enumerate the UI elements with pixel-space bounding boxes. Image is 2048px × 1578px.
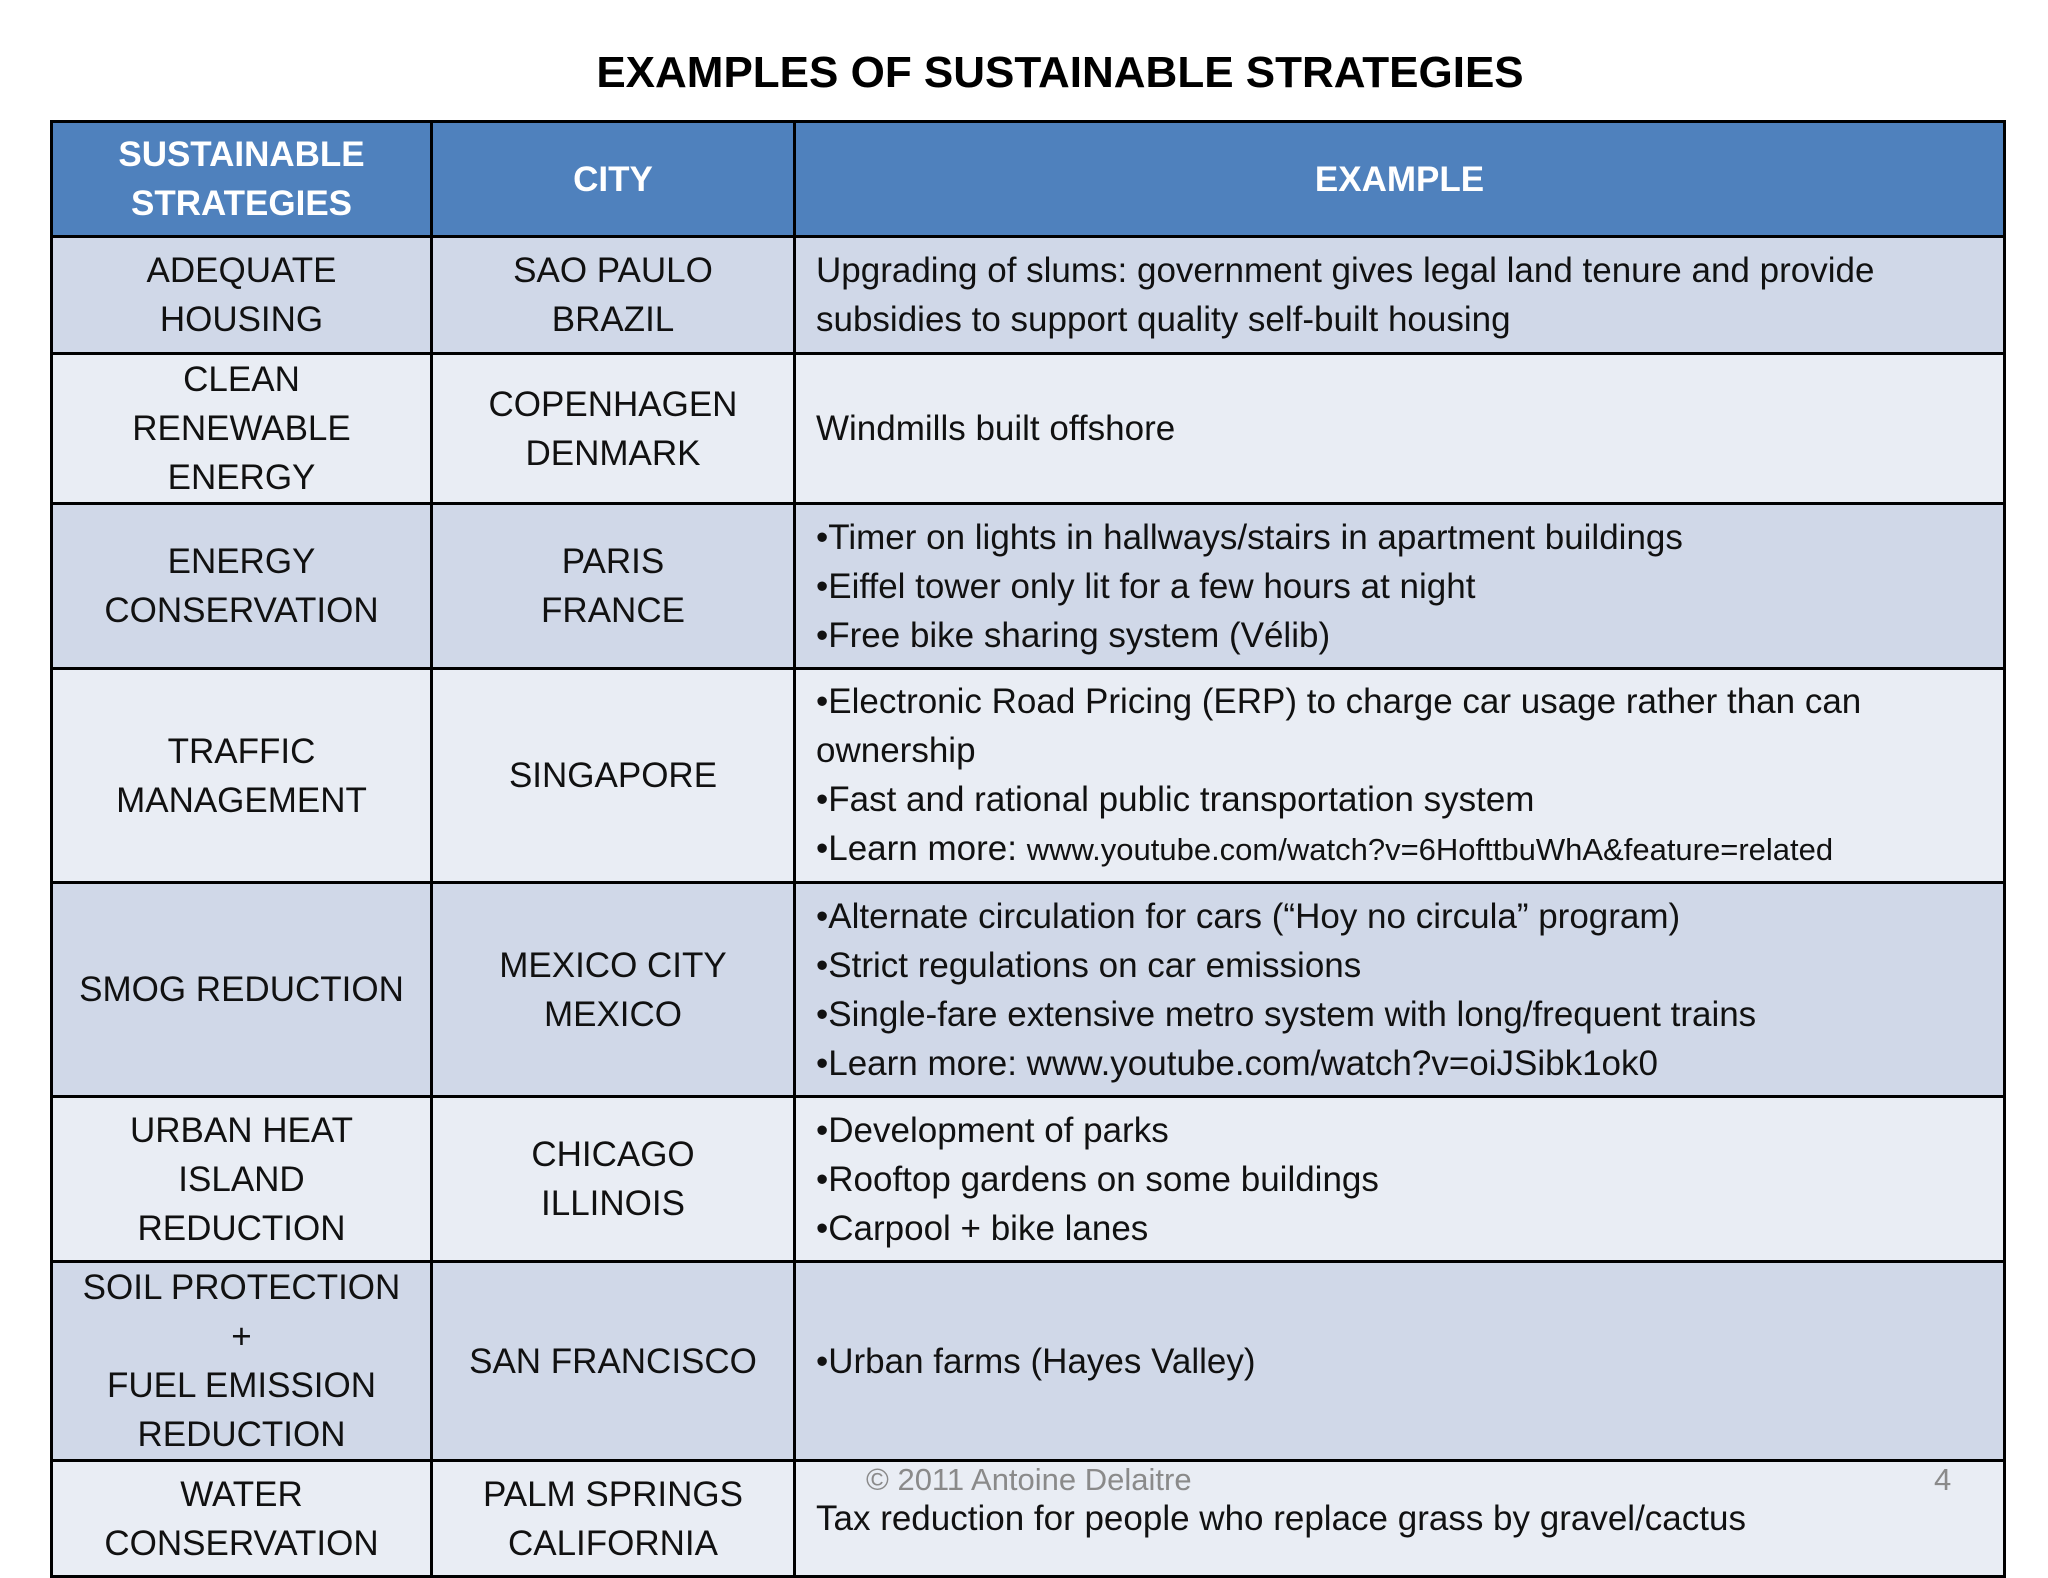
city-text: ILLINOIS (541, 1184, 685, 1223)
city-text: BRAZIL (551, 300, 675, 339)
strategy-text: TRAFFIC (167, 731, 316, 771)
strategy-text: CONSERVATION (104, 1523, 379, 1563)
strategy-text: WATER (180, 1474, 303, 1514)
example-bullet: •Rooftop gardens on some buildings (816, 1159, 1379, 1199)
example-bullet: •Urban farms (Hayes Valley) (816, 1341, 1256, 1381)
strategy-text: HOUSING (159, 300, 324, 339)
strategy-cell (52, 669, 432, 883)
example-bullet: •Free bike sharing system (Vélib) (816, 615, 1331, 655)
strategy-cell (52, 237, 432, 354)
city-cell (432, 237, 795, 354)
city-text: PARIS (561, 542, 665, 581)
city-text: MEXICO CITY (499, 945, 727, 985)
strategy-text: URBAN HEAT (130, 1110, 353, 1150)
slide-title: EXAMPLES OF SUSTAINABLE STRATEGIES (596, 48, 1524, 97)
header-example: EXAMPLE (795, 122, 2005, 237)
example-text: Upgrading of slums: government gives legal land tenure and provide (816, 251, 1875, 290)
page-number: 4 (1934, 1462, 1952, 1497)
example-cell (795, 504, 2005, 669)
strategy-text: CONSERVATION (104, 591, 379, 630)
strategy-text: MANAGEMENT (116, 780, 367, 820)
city-cell (432, 504, 795, 669)
city-cell (432, 1097, 795, 1262)
table-row (52, 237, 2005, 354)
table-row (52, 669, 2005, 883)
example-cell (795, 1097, 2005, 1262)
example-bullet: •Single-fare extensive metro system with long/frequent trains (816, 994, 1757, 1034)
example-bullet: •Alternate circulation for cars (“Hoy no circula” program) (816, 896, 1681, 936)
strategy-text: ENERGY (167, 458, 316, 497)
example-text: Windmills built offshore (816, 409, 1176, 448)
example-cell (795, 883, 2005, 1097)
strategy-text: ADEQUATE (146, 251, 337, 290)
strategy-text: ISLAND REDUCTION (137, 1159, 346, 1248)
header-city: CITY (432, 122, 795, 237)
city-text: SAO PAULO (513, 251, 713, 290)
header-strategies-line: SUSTAINABLE (118, 135, 365, 174)
strategy-text: SMOG REDUCTION (79, 970, 404, 1009)
learn-more-label: •Learn more: (816, 829, 1027, 868)
city-text: CALIFORNIA (507, 1523, 719, 1563)
city-cell (432, 883, 795, 1097)
example-bullet: •Strict regulations on car emissions (816, 945, 1362, 985)
strategy-text: REDUCTION (137, 1415, 346, 1454)
city-cell (432, 354, 795, 504)
example-bullet: •Learn more: www.youtube.com/watch?v=oiJSibk1ok0 (816, 1043, 1658, 1083)
strategy-cell (52, 354, 432, 504)
strategies-table (50, 120, 2006, 1578)
example-text: Tax reduction for people who replace grass by gravel/cactus (816, 1499, 1746, 1538)
table-row (52, 504, 2005, 669)
learn-more-link[interactable]: www.youtube.com/watch?v=6HofttbuWhA&feature=related (1026, 832, 1834, 867)
city-cell (432, 1262, 795, 1461)
city-text: MEXICO (543, 994, 683, 1034)
table-row (52, 1262, 2005, 1461)
example-bullet: •Development of parks (816, 1110, 1169, 1150)
city-text: SAN FRANCISCO (469, 1341, 757, 1381)
example-bullet: •Electronic Road Pricing (ERP) to charge car usage rather than can (816, 682, 1862, 721)
header-strategies-line: STRATEGIES (130, 184, 353, 223)
table-row (52, 354, 2005, 504)
example-cell (795, 669, 2005, 883)
example-cell (795, 1262, 2005, 1461)
city-text: DENMARK (525, 433, 701, 473)
strategy-text: CLEAN RENEWABLE (132, 360, 351, 448)
table-row (52, 883, 2005, 1097)
table-row (52, 1097, 2005, 1262)
city-text: SINGAPORE (508, 756, 718, 795)
example-bullet: •Carpool + bike lanes (816, 1208, 1149, 1248)
example-bullet: •Fast and rational public transportation system (816, 780, 1535, 819)
example-text: subsidies to support quality self-built housing (816, 300, 1511, 339)
header-strategies (52, 122, 432, 237)
example-cell (795, 237, 2005, 354)
example-bullet: •Eiffel tower only lit for a few hours at night (816, 566, 1476, 606)
example-bullet (816, 824, 1983, 874)
strategy-text: FUEL EMISSION (106, 1366, 377, 1405)
strategy-cell (52, 883, 432, 1097)
city-cell (432, 1461, 795, 1577)
strategy-text: ENERGY (167, 542, 316, 581)
city-text: FRANCE (541, 591, 685, 630)
table-header-row (52, 122, 2005, 237)
example-cell (795, 354, 2005, 504)
footer-copyright: © 2011 Antoine Delaitre (866, 1462, 1192, 1497)
city-text: COPENHAGEN (488, 384, 738, 424)
city-text: PALM SPRINGS (483, 1474, 743, 1514)
example-bullet: •Timer on lights in hallways/stairs in apartment buildings (816, 517, 1683, 557)
strategy-cell (52, 504, 432, 669)
strategy-cell (52, 1461, 432, 1577)
strategy-cell (52, 1262, 432, 1461)
city-text: CHICAGO (531, 1135, 695, 1174)
strategy-cell (52, 1097, 432, 1262)
city-cell (432, 669, 795, 883)
example-text: ownership (816, 731, 976, 770)
strategy-text: SOIL PROTECTION + (82, 1268, 401, 1356)
